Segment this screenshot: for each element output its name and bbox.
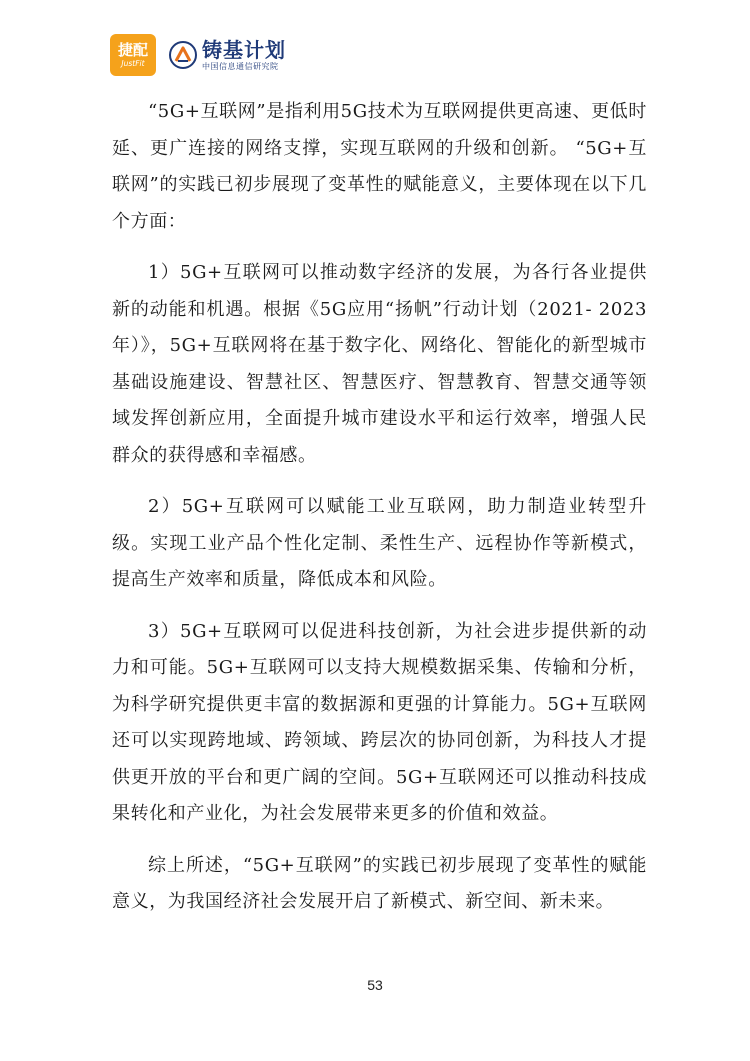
justfit-logo <box>110 34 156 76</box>
document-body <box>112 94 647 936</box>
paragraph-summary: 综上所述，“5G+互联网”的实践已初步展现了变革性的赋能意义，为我国经济社会发展开启了新模式、新空间、新未来。 <box>112 854 647 912</box>
zhuji-subtitle: 中国信息通信研究院 <box>202 61 279 71</box>
paragraph-point-1: 1）5G+互联网可以推动数字经济的发展，为各行各业提供新的动能和机遇。根据《5G应用“扬帆”行动计划（2021- 2023年）》，5G+互联网将在基于数字化、网络化、智能化的新型城市基础设施建设、智慧社区、智慧医疗、智慧教育、智慧交通等领域发挥创新应用，全面提升城市建设水平和运行效率，增强人民群众的获得感和幸福感。 <box>112 262 647 466</box>
page-number: 53 <box>367 977 383 993</box>
paragraph-point-3: 3）5G+互联网可以促进科技创新，为社会进步提供新的动力和可能。5G+互联网可以支持大规模数据采集、传输和分析，为科学研究提供更丰富的数据源和更强的计算能力。5G+互联网还可以实现跨地域、跨领域、跨层次的协同创新，为科技人才提供更开放的平台和更广阔的空间。5G+互联网还可以推动科技成果转化和产业化，为社会发展带来更多的价值和效益。 <box>112 620 647 824</box>
page-header <box>110 34 286 76</box>
zhuji-logo <box>168 39 286 72</box>
justfit-logo-cn: 捷配 <box>117 41 148 59</box>
zhuji-mark-icon <box>168 40 198 70</box>
zhuji-title: 铸基计划 <box>202 37 286 62</box>
justfit-logo-en: JustFit <box>121 59 145 68</box>
paragraph-intro: “5G+互联网”是指利用5G技术为互联网提供更高速、更低时延、更广连接的网络支撑，实现互联网的升级和创新。 “5G+互联网”的实践已初步展现了变革性的赋能意义，主要体现在以下几个方面： <box>112 101 647 232</box>
paragraph-point-2: 2）5G+互联网可以赋能工业互联网，助力制造业转型升级。实现工业产品个性化定制、柔性生产、远程协作等新模式，提高生产效率和质量，降低成本和风险。 <box>112 496 647 590</box>
